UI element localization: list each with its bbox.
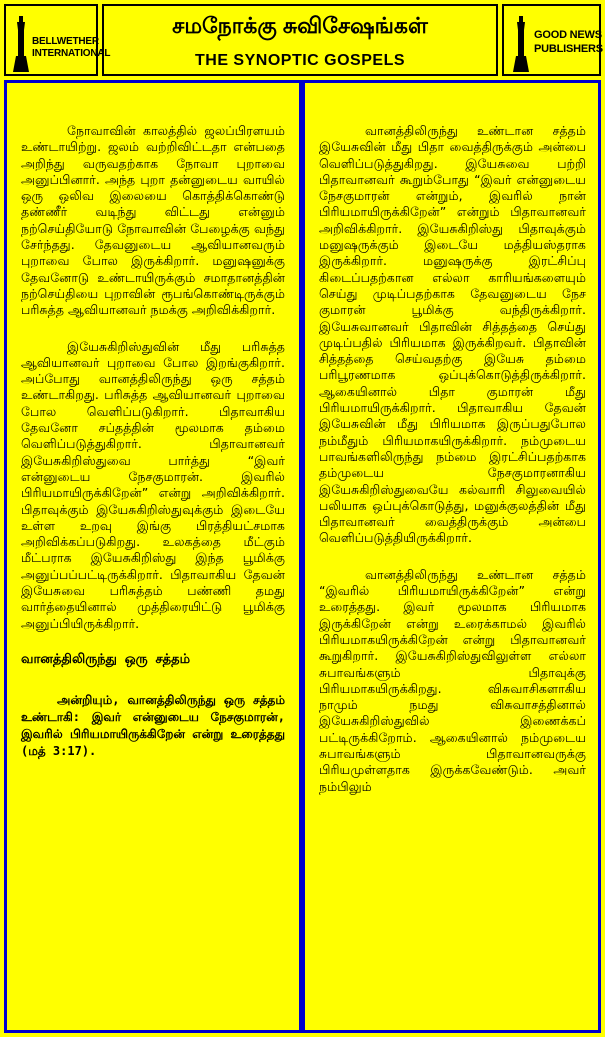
paragraph: இயேசுகிறிஸ்துவின் மீது பரிசுத்த ஆவியானவர் புறாவை போல இறங்குகிறார். அப்போது வானத்திலிருந்து ஒரு சத்தம் உண்டாகிறது. பரிசுத்த ஆவியானவர் புறாவை போல வெளிப்படுகிறார். பிதாவாகிய தேவனோ சப்தத்தின் மூலமாக தம்மை வெளிப்படுத்துகிறார். பிதாவானவர் இயேசுகிறிஸ்துவை பார்த்து “இவர் என்னுடைய நேசகுமாரன். இவரில் பிரியமாயிருக்கிறேன்” என்று அறிவிக்கிறார். பிதாவுக்கும் இயேசுகிறிஸ்துவுக்கும் இடையே உள்ள உறவு இங்கு பிரத்தியட்சமாக அறிவிக்கப்படுகிறது. உலகத்தை மீட்கும் மீட்பராக இயேசுகிறிஸ்து இந்த பூமிக்கு அனுப்பப்பட்டிருக்கிறார். பிதாவாகிய தேவன் இயேசுவை பரிசுத்தம் பண்ணி தமது வார்த்தையினால் முத்திரையிட்டு பூமிக்கு அனுப்பியிருக்கிறார்.: [21, 338, 285, 631]
page-title-english: THE SYNOPTIC GOSPELS: [194, 52, 406, 69]
tower-icon: [12, 16, 30, 72]
right-column: [302, 80, 601, 1033]
left-column: [4, 80, 302, 1033]
left-logo-line1: BELLWETHER: [32, 36, 99, 47]
bellwether-logo: [4, 4, 111, 76]
page-header: [0, 0, 605, 80]
scripture-quote: அன்றியும், வானத்திலிருந்து ஒரு சத்தம் உண்டாகி: இவர் என்னுடைய நேசகுமாரன், இவரில் பிரியமாயிருக்கிறேன் என்று உரைத்தது (மத் 3:17).: [21, 692, 286, 758]
title-box: [102, 4, 498, 76]
subheading: வானத்திலிருந்து ஒரு சத்தம்: [21, 651, 191, 667]
paragraph: நோவாவின் காலத்தில் ஜலப்பிரளயம் உண்டாயிற்று. ஜலம் வற்றிவிட்டதா என்பதை அறிந்து வருவதற்காக நோவா புறாவை அனுப்பினார். அந்த புறா தன்னுடைய வாயில் ஒரு ஒலிவ இலையை கொத்திக்கொண்டு தண்ணீர் வடிந்து விட்டது என்னும் நற்செய்தியோடு நோவாவின் பேழைக்கு வந்து சேர்ந்தது. தேவனுடைய ஆவியானவரும் புறாவை போல இருக்கிறார். மனுஷனுக்கு தேவனோடு உண்டாயிருக்கும் சமாதானத்தின் நற்செய்தியை புறாவின் ரூபங்கொண்டிருக்கும் பரிசுத்த ஆவியானவர் நமக்கு அறிவிக்கிறார்.: [21, 123, 285, 318]
left-logo-text: [32, 36, 110, 60]
left-logo-line2: INTERNATIONAL: [32, 48, 111, 59]
right-logo-line1: GOOD NEWS: [534, 29, 602, 41]
good-news-logo: [502, 4, 601, 76]
paragraph: வானத்திலிருந்து உண்டான சத்தம் இயேசுவின் மீது பிதா வைத்திருக்கும் அன்பை வெளிப்படுத்துகிறது. இயேசுவை பற்றி பிதாவானவர் கூறும்போது “இவர் என்னுடைய நேசகுமாரன் என்றும், இவரில் நான் பிரியமாயிருக்கிறேன்” என்றும் பிதாவானவர் அறிவிக்கிறார். இயேசுகிறிஸ்து பிதாவுக்கும் மனுஷருக்கும் இடையே மத்தியஸ்தராக இருக்கிறார். மனுஷருக்கு இரட்சிப்பு கிடைப்பதற்கான எல்லா காரியங்களையும் செய்து முடிப்பதற்காக தேவனுடைய நேச குமாரன் பூமிக்கு வந்திருக்கிறார். இயேசுவானவர் பிதாவின் சித்தத்தை செய்து முடிப்பதில் பிரியமாக இருக்கிறவர். பிதாவின் சித்தத்தை செய்வதற்கு இயேசு தம்மை பரிபூரணமாக ஒப்புக்கொடுத்திருக்கிறார். ஆகையினால் பிதா குமாரன் மீது பிரியமாயிருக்கிறார். பிதாவாகிய தேவன் இயேசுவின் மீது பிரியமாக இருப்பதுபோல நம்மீதும் பிரியமாகயிருக்கிறார். நம்முடைய பாவங்களிலிருந்து நம்மை இரட்சிப்பதற்காக தம்முடைய நேசகுமாரனாகிய இயேசுகிறிஸ்துவையே கல்வாரி சிலுவையில் பலியாக ஒப்புக்கொடுத்து, மனுக்குலத்தின் மீது பிதாவானவர் வைத்திருக்கும் அன்பை வெளிப்படுத்தியிருக்கிறார்.: [319, 123, 586, 546]
right-logo-line2: PUBLISHERS: [534, 43, 603, 55]
page-title-tamil: சமநோக்கு சுவிசேஷங்கள்: [172, 13, 428, 38]
right-logo-text: [534, 28, 603, 56]
paragraph: வானத்திலிருந்து உண்டான சத்தம் “இவரில் பிரியமாயிருக்கிறேன்” என்று உரைத்தது. இவர் மூலமாக பிரியமாக இருக்கிறேன் என்று உரைக்காமல் இவரில் பிரியமாகயிருக்கிறேன் என்று பிதாவானவர் கூறுகிறார். இயேசுகிறிஸ்துவிலுள்ள எல்லா சுபாவங்களும் பிதாவுக்கு பிரியமாகயிருக்கிறது. விசுவாசிகளாகிய நாமும் நமது விசுவாசத்தினால் இயேசுகிறிஸ்துவில் இணைக்கப் பட்டிருக்கிறோம். ஆகையினால் நம்முடைய சுபாவங்களும் பிதாவானவருக்கு பிரியமுள்ளதாக இருக்கவேண்டும். அவர் நம்பிலும்: [319, 566, 586, 794]
tower-icon: [512, 16, 530, 72]
